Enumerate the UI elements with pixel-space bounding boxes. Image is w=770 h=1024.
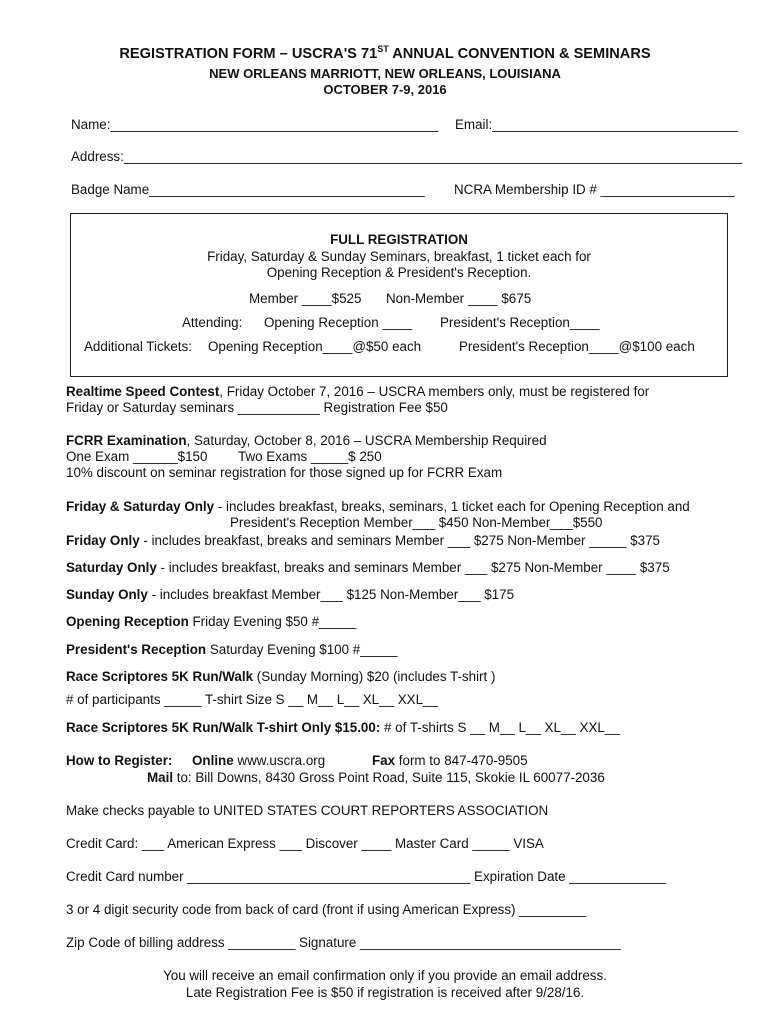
sunday-option[interactable]: Sunday Only - includes breakfast Member___ $125 Non-Member___ $175 xyxy=(66,587,515,602)
footer-confirmation: You will receive an email confirmation only if you provide an email address. xyxy=(163,968,607,983)
fcrr-one-exam[interactable]: One Exam ______$150 xyxy=(66,449,208,464)
email-field[interactable]: Email:_________________________________ xyxy=(455,117,738,132)
opening-reception-option[interactable]: Opening Reception Friday Evening $50 #_____ xyxy=(66,614,357,629)
venue-line: NEW ORLEANS MARRIOTT, NEW ORLEANS, LOUISIANA xyxy=(209,66,561,81)
checks-payable: Make checks payable to UNITED STATES COURT REPORTERS ASSOCIATION xyxy=(66,803,549,818)
additional-president[interactable]: President's Reception____@$100 each xyxy=(459,339,695,354)
additional-opening[interactable]: Opening Reception____@$50 each xyxy=(208,339,422,354)
fri-sat-option: Friday & Saturday Only - includes breakfast, breaks, seminars, 1 ticket each for Opening Reception and xyxy=(66,499,690,514)
name-field[interactable]: Name:____________________________________________ xyxy=(71,117,439,132)
full-registration-box xyxy=(70,213,728,377)
register-fax: Fax form to 847-470-9505 xyxy=(372,753,528,768)
full-registration-heading: FULL REGISTRATION xyxy=(330,232,468,247)
register-online: Online www.uscra.org xyxy=(192,753,326,768)
credit-card-type[interactable]: Credit Card: ___ American Express ___ Discover ____ Master Card _____ VISA xyxy=(66,836,544,851)
ncra-id-field[interactable]: NCRA Membership ID # __________________ xyxy=(454,182,735,197)
badge-name-field[interactable]: Badge Name_____________________________________ xyxy=(71,182,425,197)
saturday-option[interactable]: Saturday Only - includes breakfast, breaks and seminars Member ___ $275 Non-Member ____ $375 xyxy=(66,560,670,575)
race-option: Race Scriptores 5K Run/Walk (Sunday Morning) $20 (includes T-shirt ) xyxy=(66,669,496,684)
security-code[interactable]: 3 or 4 digit security code from back of card (front if using American Express) _________ xyxy=(66,902,587,917)
attending-president[interactable]: President's Reception____ xyxy=(440,315,600,330)
register-mail: Mail to: Bill Downs, 8430 Gross Point Road, Suite 115, Skokie IL 60077-2036 xyxy=(147,770,605,785)
address-field[interactable]: Address:___________________________________________________________________________________ xyxy=(71,149,742,164)
race-participants[interactable]: # of participants _____ T-shirt Size S __ M__ L__ XL__ XXL__ xyxy=(66,692,438,707)
full-registration-desc-2: Opening Reception & President's Reception. xyxy=(266,265,532,280)
additional-tickets-label: Additional Tickets: xyxy=(84,339,192,354)
fcrr-exam: FCRR Examination, Saturday, October 8, 2016 – USCRA Membership Required xyxy=(66,433,547,448)
full-nonmember-price[interactable]: Non-Member ____ $675 xyxy=(386,291,532,306)
credit-card-number[interactable]: Credit Card number ______________________________________ Expiration Date _____________ xyxy=(66,869,667,884)
speed-contest-fee[interactable]: Friday or Saturday seminars ___________ Registration Fee $50 xyxy=(66,400,448,415)
attending-opening[interactable]: Opening Reception ____ xyxy=(264,315,413,330)
tshirt-only-option[interactable]: Race Scriptores 5K Run/Walk T-shirt Only $15.00: # of T-shirts S __ M__ L__ XL__ XXL__ xyxy=(66,720,620,735)
dates-line: OCTOBER 7-9, 2016 xyxy=(323,82,447,97)
full-member-price[interactable]: Member ____$525 xyxy=(249,291,362,306)
fri-sat-prices[interactable]: President's Reception Member___ $450 Non-Member___$550 xyxy=(230,515,603,530)
fcrr-two-exams[interactable]: Two Exams _____$ 250 xyxy=(238,449,382,464)
footer-late-fee: Late Registration Fee is $50 if registration is received after 9/28/16. xyxy=(185,985,585,1000)
friday-option[interactable]: Friday Only - includes breakfast, breaks and seminars Member ___ $275 Non-Member _____ $375 xyxy=(66,533,660,548)
zip-signature[interactable]: Zip Code of billing address _________ Signature ___________________________________ xyxy=(66,935,621,950)
how-to-register-label: How to Register: xyxy=(66,753,173,768)
speed-contest: Realtime Speed Contest, Friday October 7, 2016 – USCRA members only, must be registered for xyxy=(66,384,650,399)
attending-label: Attending: xyxy=(182,315,243,330)
president-reception-option[interactable]: President's Reception Saturday Evening $100 #_____ xyxy=(66,642,398,657)
form-title: REGISTRATION FORM – USCRA'S 71ST ANNUAL CONVENTION & SEMINARS xyxy=(119,44,651,62)
fcrr-discount: 10% discount on seminar registration for those signed up for FCRR Exam xyxy=(66,465,503,480)
full-registration-desc: Friday, Saturday & Sunday Seminars, breakfast, 1 ticket each for xyxy=(207,249,591,264)
